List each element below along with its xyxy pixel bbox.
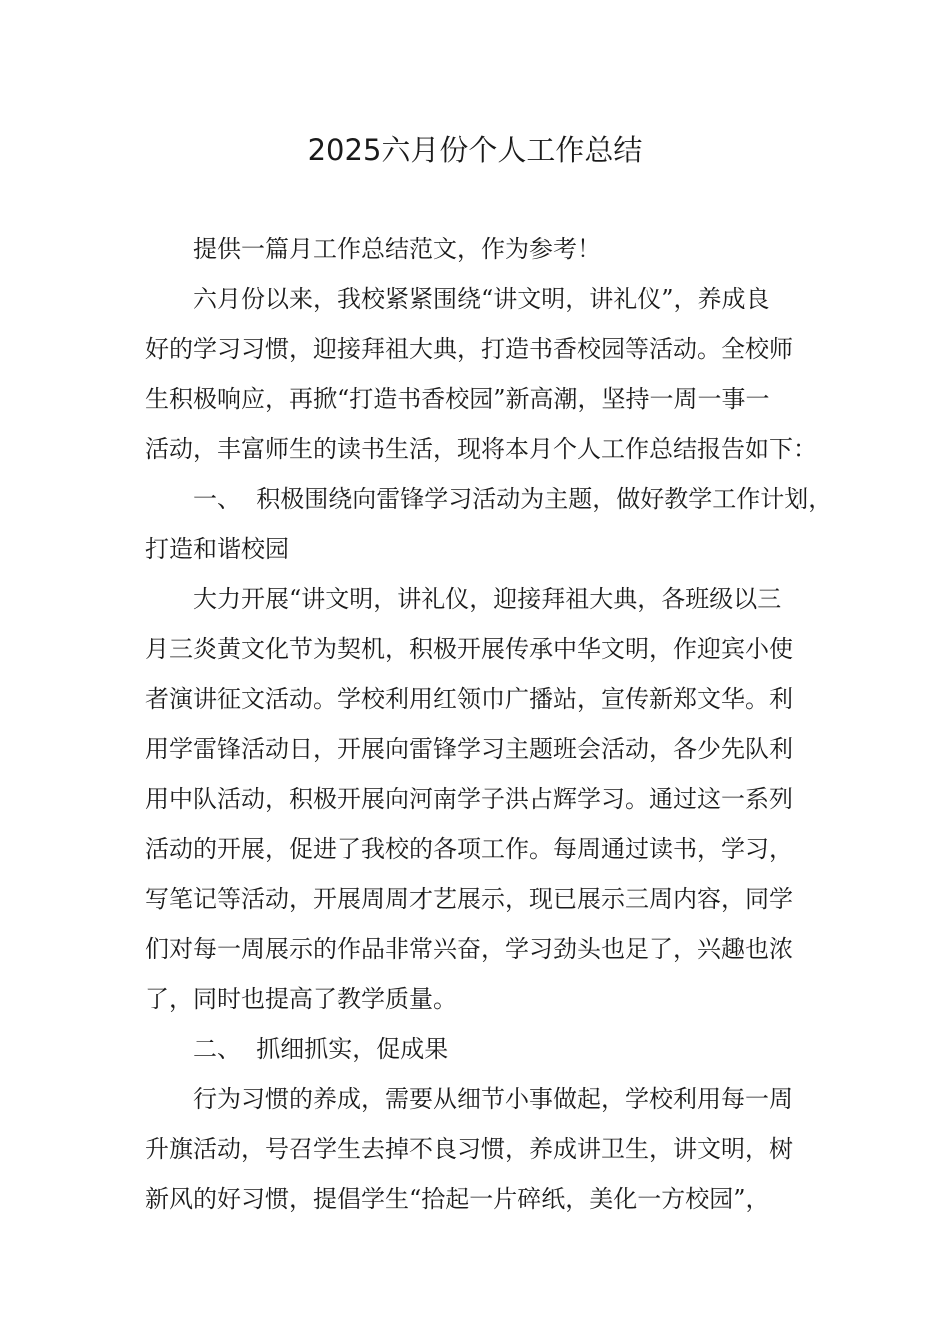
paragraph-line: 升旗活动，号召学生去掉不良习惯，养成讲卫生，讲文明，树 [145,1135,793,1163]
paragraph-line: 月三炎黄文化节为契机，积极开展传承中华文明，作迎宾小使 [145,635,793,663]
paragraph-line: 活动的开展，促进了我校的各项工作。每周通过读书，学习， [145,835,793,863]
paragraph-line: 们对每一周展示的作品非常兴奋，学习劲头也足了，兴趣也浓 [145,935,793,963]
paragraph-line: 大力开展“讲文明，讲礼仪，迎接拜祖大典，各班级以三 [193,585,782,613]
paragraph-line: 生积极响应，再掀“打造书香校园”新高潮，坚持一周一事一 [145,385,770,413]
intro-line: 提供一篇月工作总结范文，作为参考！ [193,235,601,263]
section-heading-line: 一、 积极围绕向雷锋学习活动为主题，做好教学工作计划， [193,485,833,513]
paragraph-line: 新风的好习惯，提倡学生“拾起一片碎纸，美化一方校园”， [145,1185,770,1213]
paragraph-line: 好的学习习惯，迎接拜祖大典，打造书香校园等活动。全校师 [145,335,793,363]
paragraph-line: 写笔记等活动，开展周周才艺展示，现已展示三周内容，同学 [145,885,793,913]
section-heading-line: 打造和谐校园 [145,535,289,563]
paragraph-line: 六月份以来，我校紧紧围绕“讲文明，讲礼仪”，养成良 [193,285,770,313]
document-title: 2025六月份个人工作总结 [307,133,643,167]
paragraph-line: 了，同时也提高了教学质量。 [145,985,457,1013]
paragraph-line: 用学雷锋活动日，开展向雷锋学习主题班会活动，各少先队利 [145,735,793,763]
section-heading-line: 二、 抓细抓实，促成果 [193,1035,449,1063]
paragraph-line: 行为习惯的养成，需要从细节小事做起，学校利用每一周 [193,1085,793,1113]
paragraph-line: 用中队活动，积极开展向河南学子洪占辉学习。通过这一系列 [145,785,793,813]
paragraph-line: 活动，丰富师生的读书生活，现将本月个人工作总结报告如下： [145,435,817,463]
paragraph-line: 者演讲征文活动。学校利用红领巾广播站，宣传新郑文华。利 [145,685,793,713]
